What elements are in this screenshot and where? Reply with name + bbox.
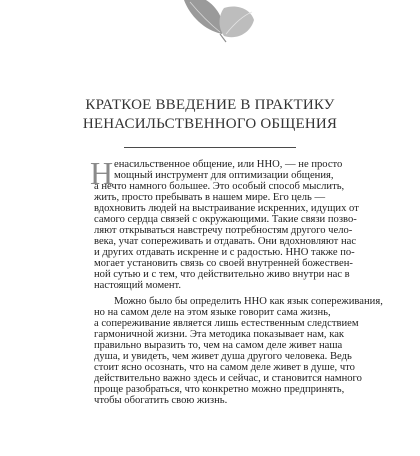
text-line: века, учат сопереживать и отдавать. Они вдохновляют нас xyxy=(94,236,357,247)
chapter-title-line-2: НЕНАСИЛЬСТВЕННОГО ОБЩЕНИЯ xyxy=(82,116,338,132)
text-line: вдохновить людей на выстраивание искренних, идущих от xyxy=(94,203,359,214)
text-line: гармоничной жизни. Эта методика показывает нам, как xyxy=(94,329,345,340)
text-line: чтобы обогатить свою жизнь. xyxy=(94,395,228,406)
text-line: Можно было бы определить ННО как язык сопереживания, xyxy=(114,296,383,307)
text-line: правильно выразить то, чем на самом деле живет наша xyxy=(94,340,343,351)
text-line: ной сутью и с тем, что действительно живо внутри нас в xyxy=(94,269,350,280)
text-line: а сопереживание является лишь естественным следствием xyxy=(94,318,359,329)
title-divider xyxy=(124,147,296,148)
text-line: проще разобраться, что конкретно можно предпринять, xyxy=(94,384,345,395)
text-line: настоящий момент. xyxy=(94,280,182,291)
text-line: жить, просто пребывать в нашем мире. Его цель — xyxy=(94,192,326,203)
text-line: ляют открываться навстречу потребностям другого чело- xyxy=(94,225,353,236)
text-line: стоит ясно осознать, что на самом деле живет в душе, что xyxy=(94,362,355,373)
drop-cap: Н xyxy=(90,155,114,191)
text-line: но на самом деле на этом языке говорит сама жизнь, xyxy=(94,307,331,318)
text-line: душа, и увидеть, чем живет душа другого человека. Ведь xyxy=(94,351,352,362)
text-line: и других отдавать искренне и с радостью. ННО также по- xyxy=(94,247,355,258)
text-line: действительно важно здесь и сейчас, и становится намного xyxy=(94,373,362,384)
text-line: а нечто намного большее. Это особый способ мыслить, xyxy=(94,181,345,192)
text-line: могает установить связь со своей внутренней божествен- xyxy=(94,258,353,269)
chapter-title-line-1: КРАТКОЕ ВВЕДЕНИЕ В ПРАКТИКУ xyxy=(85,97,335,113)
text-line: енасильственное общение, или ННО, — не просто xyxy=(114,159,343,170)
text-line: мощный инструмент для оптимизации общения, xyxy=(114,170,334,181)
text-line: самого сердца связей с окружающими. Такие связи позво- xyxy=(94,214,357,225)
leaves-illustration xyxy=(180,0,258,46)
